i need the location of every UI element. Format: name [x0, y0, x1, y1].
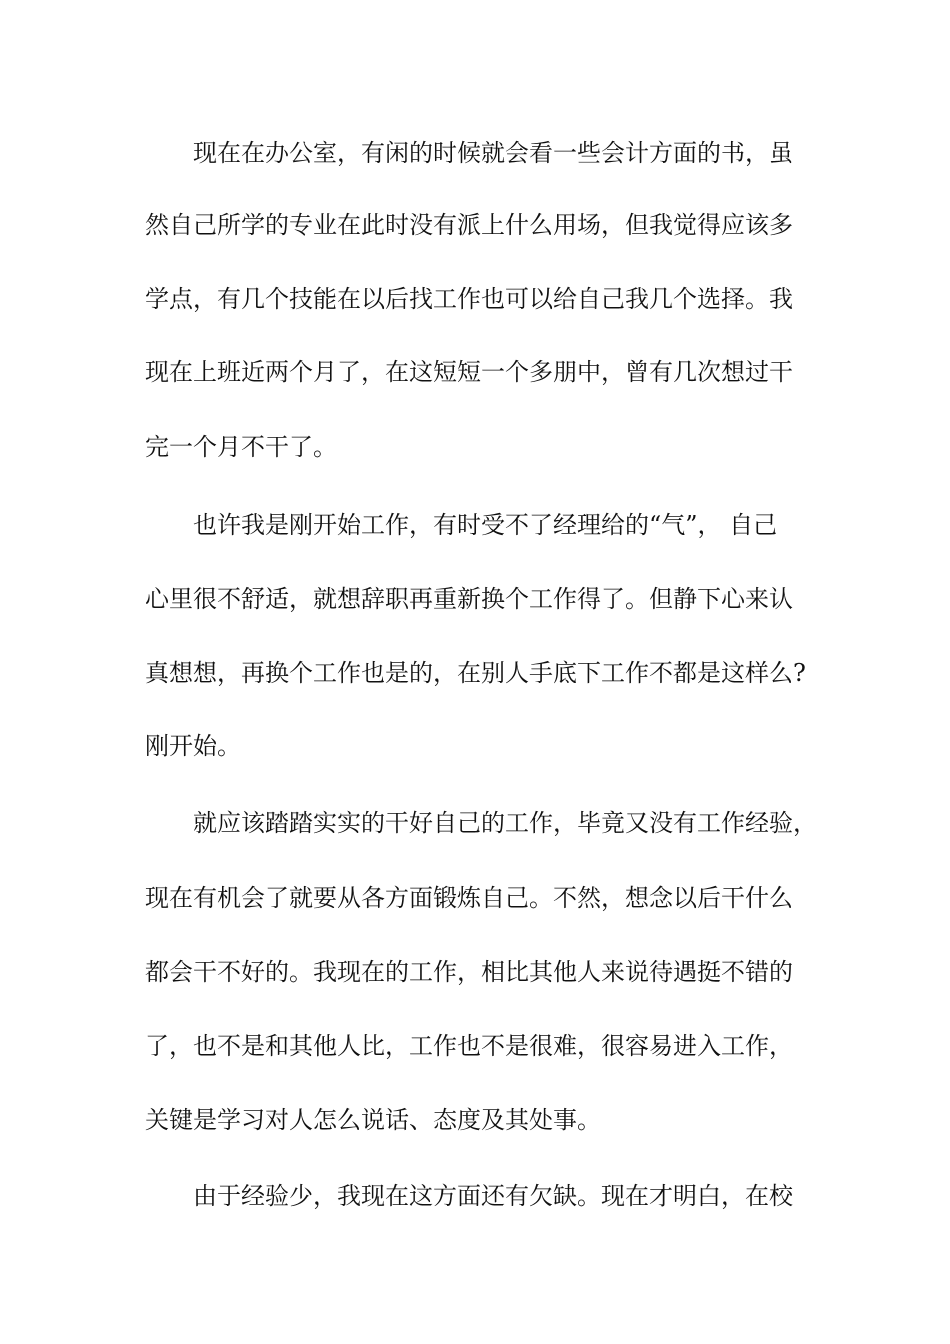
- text-line: 关键是学习对人怎么说话、态度及其处事。: [145, 1106, 601, 1134]
- text-line: 心里很不舒适，就想辞职再重新换个工作得了。但静下心来认: [145, 585, 793, 613]
- text-line: 现在上班近两个月了，在这短短一个多朋中，曾有几次想过干: [145, 358, 793, 386]
- text-line: 也许我是刚开始工作，有时受不了经理给的“气”， 自己: [193, 511, 778, 539]
- text-line: 由于经验少，我现在这方面还有欠缺。现在才明白，在校: [193, 1182, 793, 1210]
- text-line: 了，也不是和其他人比，工作也不是很难，很容易进入工作，: [145, 1032, 793, 1060]
- text-line: 完一个月不干了。: [145, 433, 337, 461]
- text-line: 然自己所学的专业在此时没有派上什么用场，但我觉得应该多: [145, 211, 793, 239]
- text-line: 刚开始。: [145, 732, 241, 760]
- text-line: 真想想，再换个工作也是的，在别人手底下工作不都是这样么?: [145, 659, 806, 687]
- text-line: 现在有机会了就要从各方面锻炼自己。不然，想念以后干什么: [145, 884, 793, 912]
- text-line: 就应该踏踏实实的干好自己的工作，毕竟又没有工作经验，: [193, 809, 817, 837]
- text-line: 都会干不好的。我现在的工作，相比其他人来说待遇挺不错的: [145, 958, 793, 986]
- text-line: 现在在办公室，有闲的时候就会看一些会计方面的书，虽: [193, 139, 793, 167]
- text-line: 学点，有几个技能在以后找工作也可以给自己我几个选择。我: [145, 285, 793, 313]
